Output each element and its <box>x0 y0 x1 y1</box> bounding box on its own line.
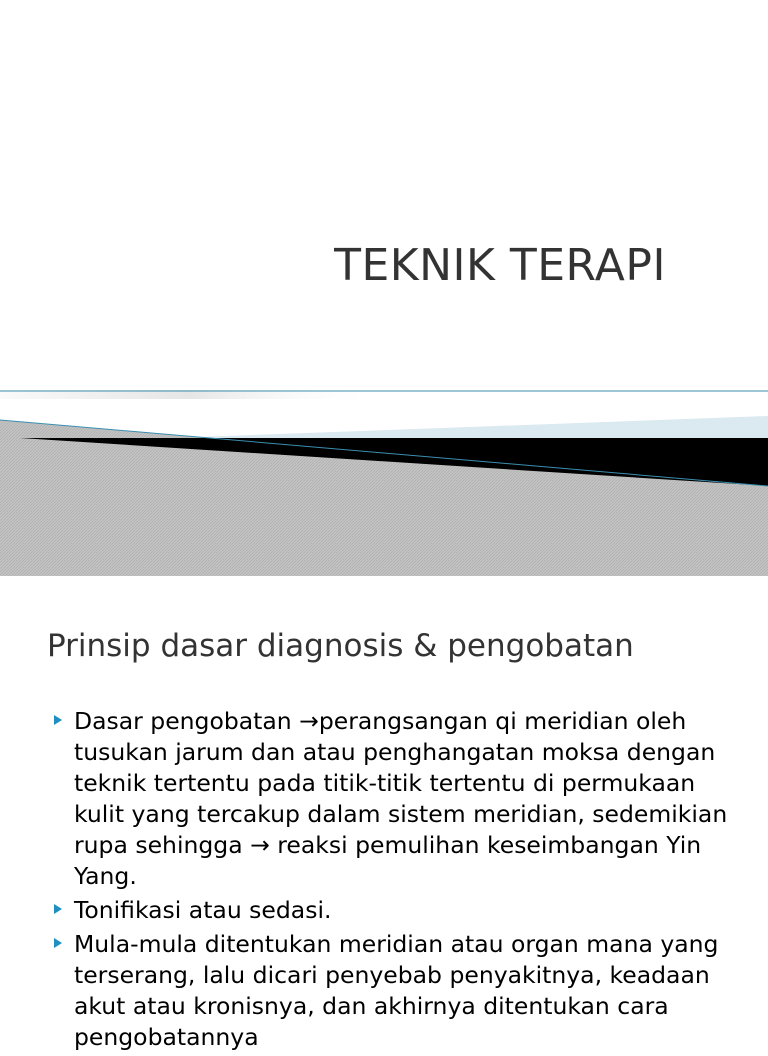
content-slide <box>0 576 768 1051</box>
slide-title: TEKNIK TERAPI <box>334 240 666 291</box>
bullet-item <box>52 706 752 892</box>
bullet-text: Mula-mula ditentukan meridian atau organ mana yang terserang, lalu dicari penyebab penyakitnya, keadaan akut atau kronisnya, dan akhirnya ditentukan cara pengobatannya <box>74 930 719 1051</box>
bullet-list <box>52 706 752 1056</box>
bullet-text: Dasar pengobatan →perangsangan qi meridian oleh tusukan jarum dan atau penghangatan moksa dengan teknik tertentu pada titik-titik tertentu di permukaan kulit yang tercakup dalam sistem meridian, sedemikian rupa sehingga → reaksi pemulihan keseimbangan Yin Yang. <box>74 707 728 890</box>
bullet-text: Tonifikasi atau sedasi. <box>74 896 332 924</box>
triangle-bullet-icon <box>54 715 62 725</box>
decorative-band <box>0 380 768 576</box>
slide-heading: Prinsip dasar diagnosis & pengobatan <box>47 628 634 664</box>
triangle-bullet-icon <box>54 938 62 948</box>
bullet-item <box>52 895 752 926</box>
bullet-item <box>52 929 752 1053</box>
pale-blue-wedge <box>170 416 768 438</box>
triangle-bullet-icon <box>54 904 62 914</box>
